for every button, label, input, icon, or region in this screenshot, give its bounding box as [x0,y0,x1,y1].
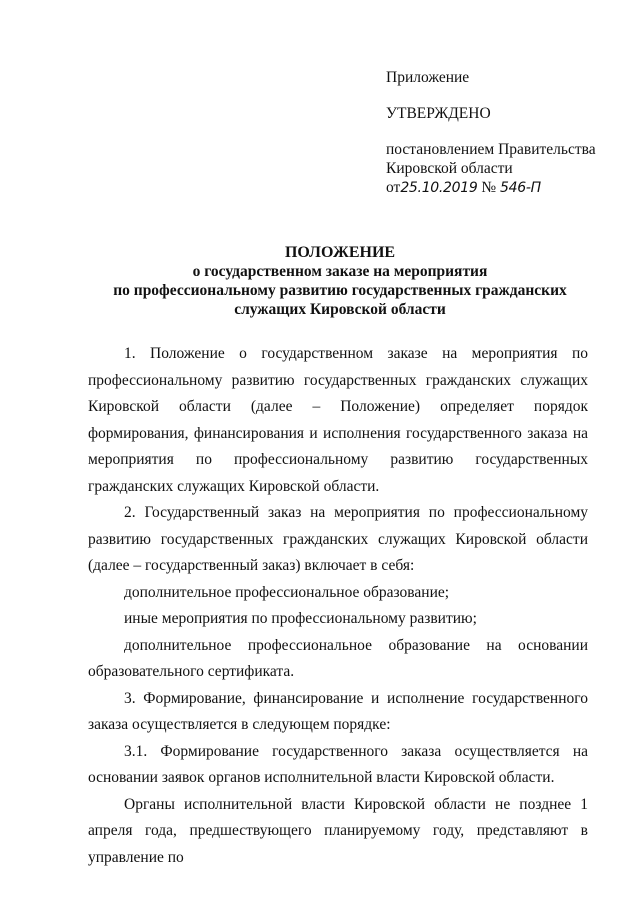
approval-stamp-block [386,68,616,198]
title-line-1: о государственном заказе на мероприятия [192,263,488,280]
resolution-line-2: Кировской области [386,160,513,177]
from-prefix: от [386,179,401,196]
title-main: ПОЛОЖЕНИЕ [284,244,396,261]
paragraph-2-item-2: иные мероприятия по профессиональному развитию; [124,610,477,627]
resolution-number: 546-П [500,180,541,196]
number-sign: № [481,179,497,196]
paragraph-3: 3. Формирование, финансирование и исполнение государственного заказа осуществляется в следующем порядке: [88,689,588,733]
resolution-date-number [386,178,616,198]
paragraph-4: Органы исполнительной власти Кировской области не позднее 1 апреля года, предшествующего планируемому году, представляют в управление по [88,795,588,866]
resolution-date: 25.10.2019 [400,180,478,196]
appendix-label: Приложение [386,69,470,86]
resolution-line-1: постановлением Правительства [386,141,596,158]
paragraph-2-item-1: дополнительное профессиональное образование; [124,583,450,601]
document-title [70,243,610,319]
paragraph-3-1: 3.1. Формирование государственного заказа осуществляется на основании заявок органов исполнительной власти Кировской области. [88,742,588,786]
paragraph-1: 1. Положение о государственном заказе на мероприятия по профессиональному развитию государственных гражданских служащих Кировской области (далее – Положение) определяет порядок формирования, финансирования и исполнения государственного заказа на мероприятия по профессиональному развитию государственных гражданских служащих Кировской области. [88,345,588,495]
title-line-3: служащих Кировской области [234,301,446,318]
paragraph-2-item-3: дополнительное профессиональное образование на основании образовательного сертификата. [88,636,588,680]
paragraph-2: 2. Государственный заказ на мероприятия по профессиональному развитию государственных гражданских служащих Кировской области (далее – государственный заказ) включает в себя: [88,504,588,574]
document-body [88,341,588,871]
title-line-2: по профессиональному развитию государственных гражданских [113,282,567,299]
approved-label: УТВЕРЖДЕНО [386,105,491,122]
